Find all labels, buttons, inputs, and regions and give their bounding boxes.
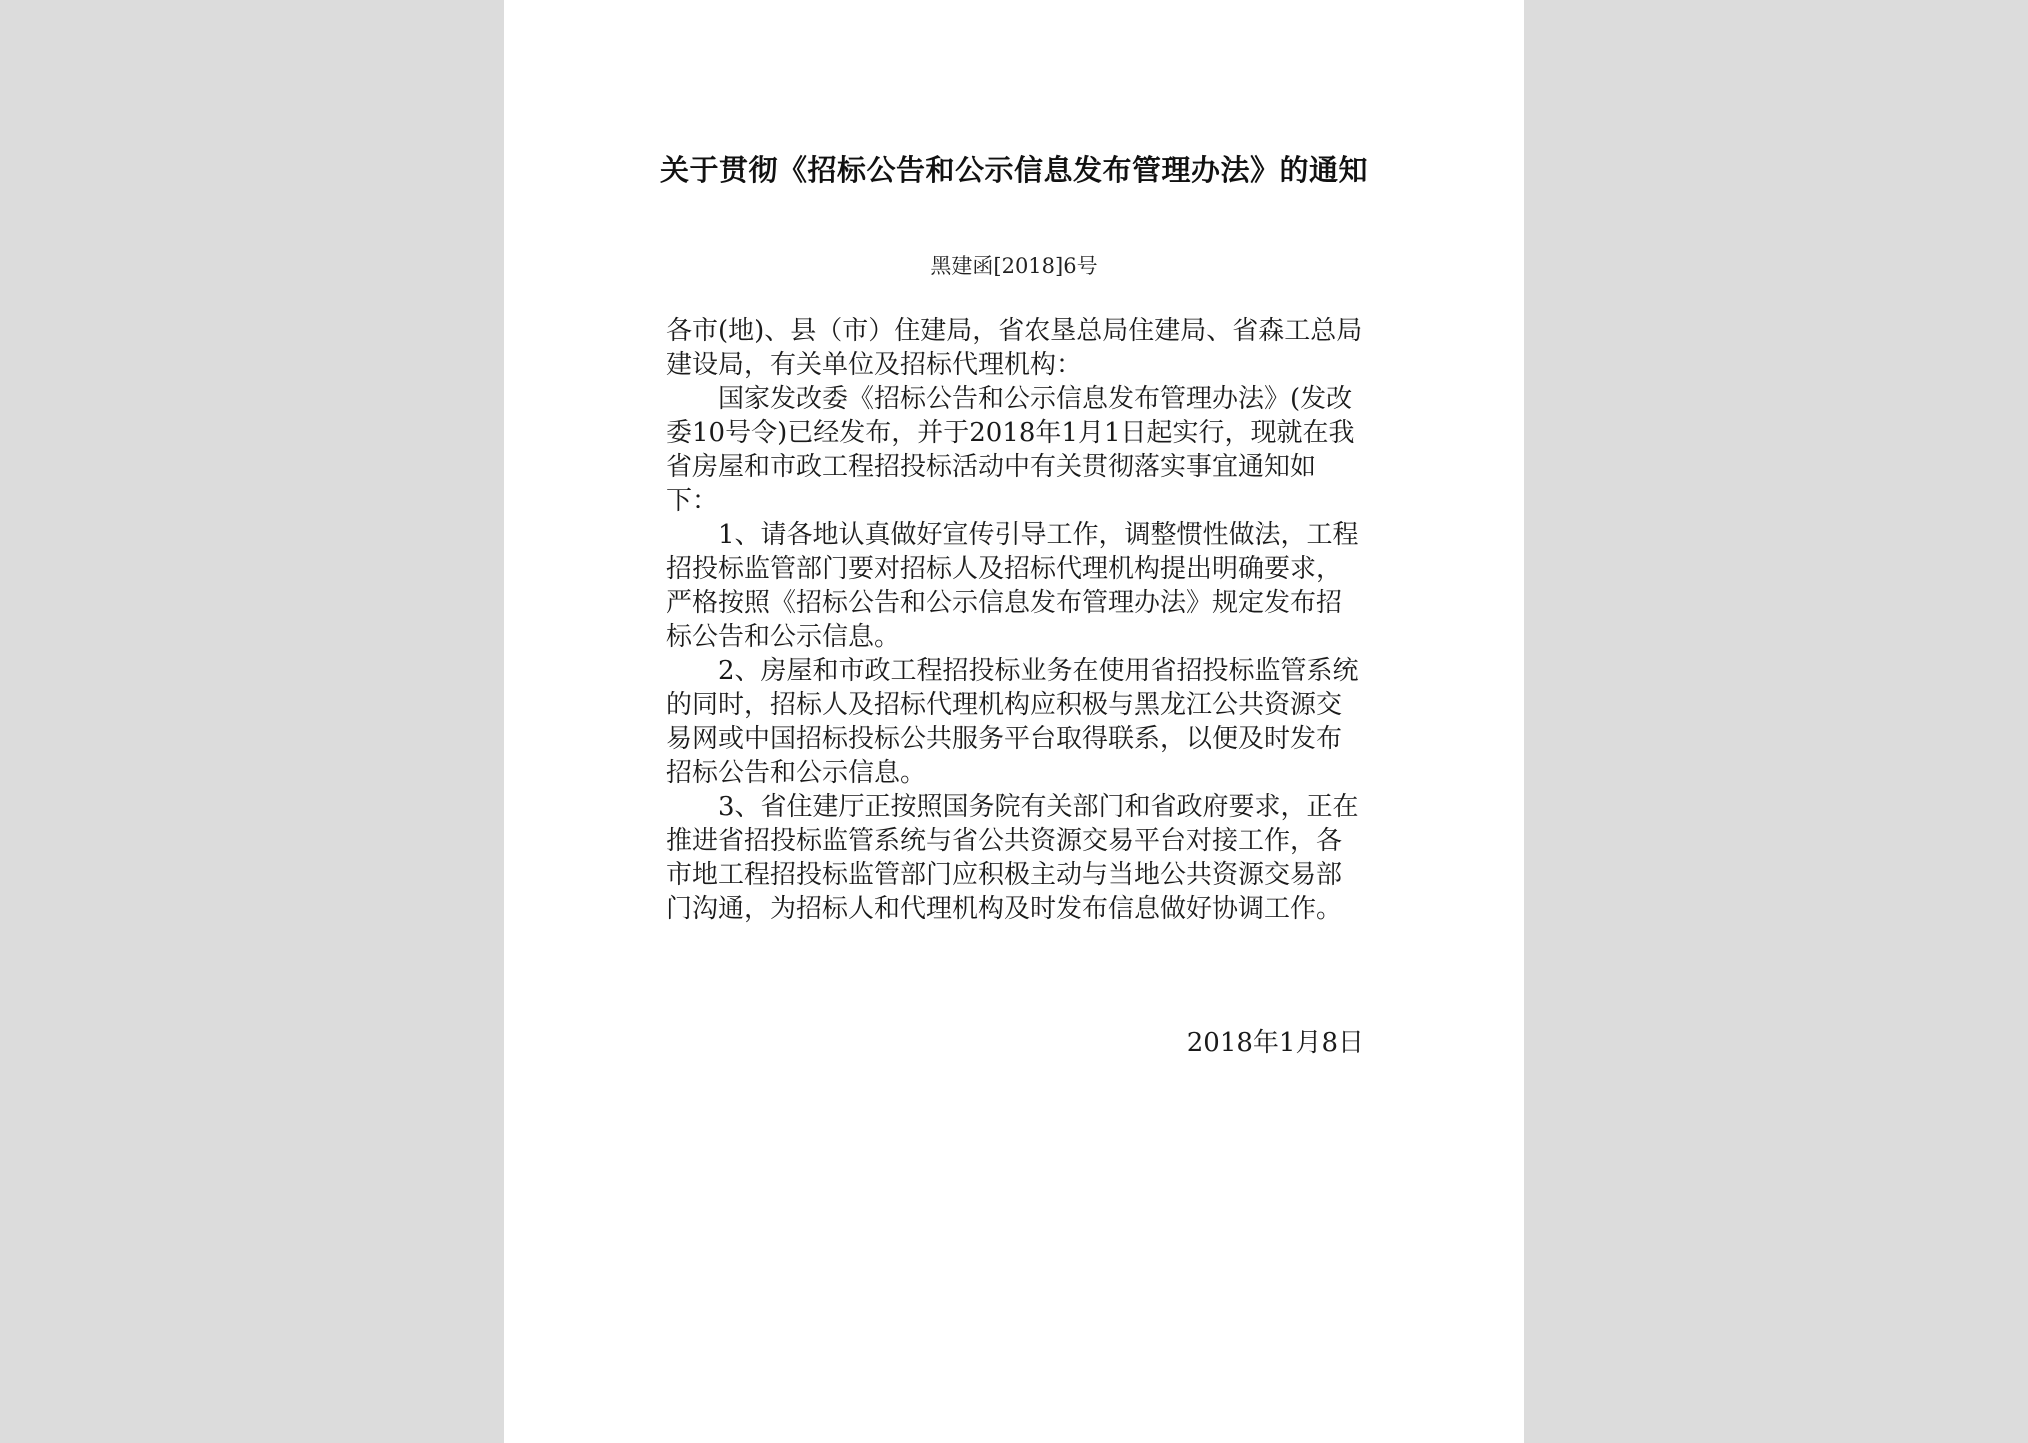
- document-number: 黑建函[2018]6号: [930, 254, 1098, 278]
- document-title: 关于贯彻《招标公告和公示信息发布管理办法》的通知: [659, 153, 1368, 187]
- intro-paragraph: 国家发改委《招标公告和公示信息发布管理办法》(发改委10号令)已经发布，并于2018年1月1日起实行，现就在我省房屋和市政工程招投标活动中有关贯彻落实事宜通知如下：: [666, 384, 1355, 516]
- document-date: 2018年1月8日: [1186, 1028, 1364, 1058]
- item-3-paragraph: 3、省住建厅正按照国务院有关部门和省政府要求，正在推进省招投标监管系统与省公共资源交易平台对接工作，各市地工程招投标监管部门应积极主动与当地公共资源交易部门沟通，为招标人和代理机构及时发布信息做好协调工作。: [666, 792, 1359, 924]
- document-page: [504, 0, 1524, 1443]
- item-2-paragraph: 2、房屋和市政工程招投标业务在使用省招投标监管系统的同时，招标人及招标代理机构应积极与黑龙江公共资源交易网或中国招标投标公共服务平台取得联系，以便及时发布招标公告和公示信息。: [666, 656, 1359, 788]
- recipients-line: 各市(地)、县（市）住建局，省农垦总局住建局、省森工总局建设局，有关单位及招标代理机构：: [666, 316, 1363, 380]
- document-body: [666, 314, 1366, 926]
- item-1-paragraph: 1、请各地认真做好宣传引导工作，调整惯性做法，工程招投标监管部门要对招标人及招标代理机构提出明确要求，严格按照《招标公告和公示信息发布管理办法》规定发布招标公告和公示信息。: [666, 520, 1359, 652]
